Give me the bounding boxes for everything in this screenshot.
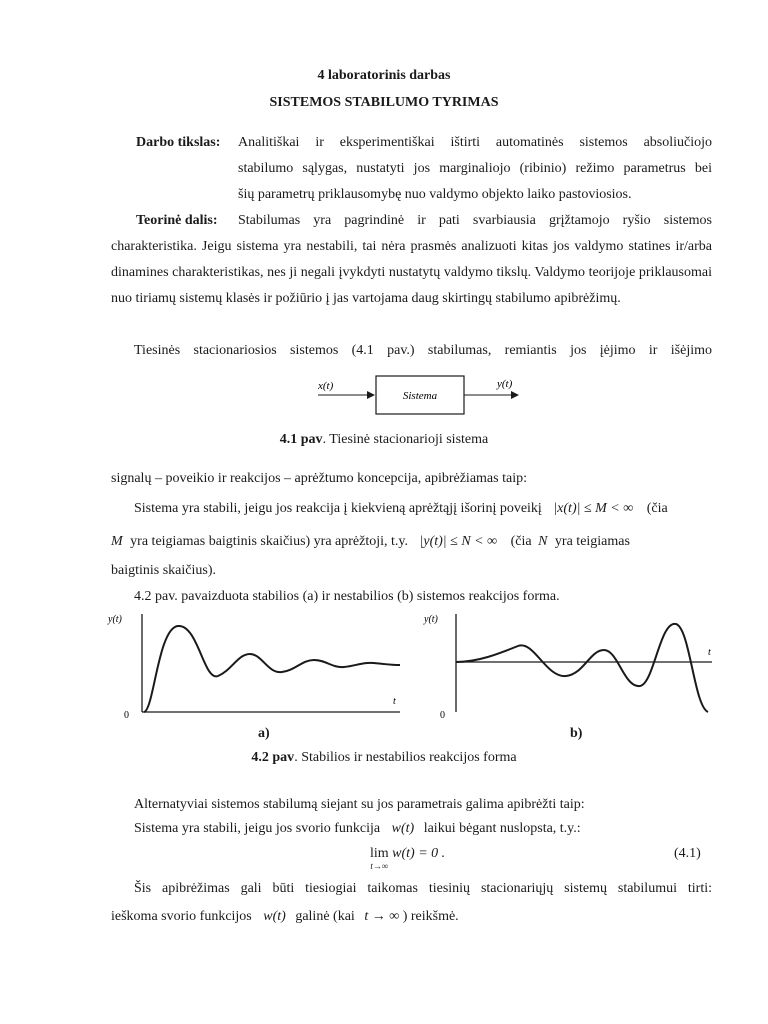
plot-a-x-label: t xyxy=(393,696,396,707)
symbol-m: M xyxy=(111,534,123,549)
equation-limit-subscript: t→∞ xyxy=(370,861,389,871)
theory-body: charakteristika. Jeigu sistema yra nestabili, tai nėra prasmės analizuoti kitas jos valdymo statines ir/arba dinamines charakteristikas, nes ji negali įvykdyti nustatytų valdymo tikslų. Valdymo teorijoje priklausomai nuo tiriamų sistemų klasės ir požiūrio į jas vartojama daug skirtingų stabilumo apibrėžimų. xyxy=(111,239,712,306)
unstable-response-curve xyxy=(456,624,708,712)
weight-text-1: Sistema yra stabili, jeigu jos svorio funkcija xyxy=(134,821,381,836)
plot-a-sublabel: a) xyxy=(258,726,270,741)
figure-4-1-caption xyxy=(0,432,768,448)
final-text-3: ) reikšmė. xyxy=(402,909,459,924)
equation-number: (4.1) xyxy=(674,846,701,861)
figure-4-1-text: . Tiesinė stacionarioji sistema xyxy=(322,432,489,447)
input-label: x(t) xyxy=(318,380,334,392)
symbol-n: N xyxy=(538,534,548,549)
weight-text-2: laikui bėgant nuslopsta, t.y.: xyxy=(423,821,581,836)
unstable-response-plot xyxy=(418,606,718,731)
equation-body: w(t) = 0 . xyxy=(392,846,446,861)
figure-4-2-caption xyxy=(0,750,768,766)
goal-line-2: stabilumo sąlygas, nustatyti jos marginaliojo (ribinio) režimo parametrus bei xyxy=(238,161,712,176)
final-paragraph-line-2 xyxy=(111,904,712,930)
final-paragraph-line-1: Šis apibrėžimas gali būti tiesiogiai taikomas tiesinių stacionariųjų sistemų stabilumui tirti: xyxy=(134,881,712,896)
figure-4-1-number: 4.1 pav xyxy=(279,432,323,447)
stable-response-plot xyxy=(100,606,410,731)
plot-b-sublabel: b) xyxy=(570,726,583,741)
stability-text-3: (čia xyxy=(510,534,532,549)
goal-label: Darbo tikslas: xyxy=(136,135,221,150)
stability-definition-line-1 xyxy=(134,496,712,522)
weight-function-symbol: w(t) xyxy=(391,821,415,836)
stability-text-4: yra teigiamas xyxy=(554,534,630,549)
signals-paragraph: signalų – poveikio ir reakcijos – aprėžtumo koncepcija, apibrėžiamas taip: xyxy=(111,471,527,486)
theory-label: Teorinė dalis: xyxy=(136,213,218,228)
equation-lim: lim xyxy=(370,846,389,861)
bounded-input-condition: |x(t)| ≤ M < ∞ xyxy=(553,501,634,516)
plot-a-origin: 0 xyxy=(124,710,129,721)
bounded-output-condition: |y(t)| ≤ N < ∞ xyxy=(419,534,498,549)
stability-text-2: yra teigiamas baigtinis skaičius) yra aprėžtoji, t.y. xyxy=(130,534,409,549)
stability-definition-line-3: baigtinis skaičius). xyxy=(111,563,216,578)
plot-b-y-label: y(t) xyxy=(424,614,438,625)
weight-function-paragraph xyxy=(134,816,712,842)
output-label: y(t) xyxy=(497,378,513,390)
stable-response-curve xyxy=(144,626,400,712)
final-text-1: ieškoma svorio funkcijos xyxy=(111,909,252,924)
plot-a-y-label: y(t) xyxy=(108,614,122,625)
theory-line-1: Stabilumas yra pagrindinė ir pati svarbiausia grįžtamojo ryšio sistemos xyxy=(238,213,712,228)
figure-4-2-intro: 4.2 pav. pavaizduota stabilios (a) ir nestabilios (b) sistemos reakcijos forma. xyxy=(134,589,560,604)
plot-b-origin: 0 xyxy=(440,710,445,721)
final-weight-symbol: w(t) xyxy=(263,909,286,924)
figure-4-2-number: 4.2 pav xyxy=(251,750,295,765)
final-text-2: galinė (kai xyxy=(295,909,355,924)
alternative-definition: Alternatyviai sistemos stabilumą siejant su jos parametrais galima apibrėžti taip: xyxy=(134,797,585,812)
linear-system-paragraph: Tiesinės stacionariosios sistemos (4.1 pav.) stabilumas, remiantis jos įėjimo ir išėjimo xyxy=(134,343,712,358)
final-limit-expression: t → ∞ xyxy=(364,909,400,924)
plot-b-x-label: t xyxy=(708,647,711,658)
system-block-diagram xyxy=(300,368,530,420)
document-title: SISTEMOS STABILUMO TYRIMAS xyxy=(269,95,499,110)
goal-line-3: šių parametrų priklausomybę nuo valdymo objekto laiko pastoviosios. xyxy=(238,187,632,202)
figure-4-2-text: . Stabilios ir nestabilios reakcijos forma xyxy=(294,750,517,765)
lab-number: 4 laboratorinis darbas xyxy=(317,68,451,83)
equation-4-1 xyxy=(370,846,445,871)
stability-definition-line-2 xyxy=(111,529,712,555)
block-label: Sistema xyxy=(402,390,438,402)
goal-line-1: Analitiškai ir eksperimentiškai ištirti automatinės sistemos absoliučiojo xyxy=(238,135,712,150)
stability-text-1: Sistema yra stabili, jeigu jos reakcija į kiekvieną aprėžtąjį išorinį poveikį xyxy=(134,501,542,516)
stability-text-tail: (čia xyxy=(646,501,668,516)
